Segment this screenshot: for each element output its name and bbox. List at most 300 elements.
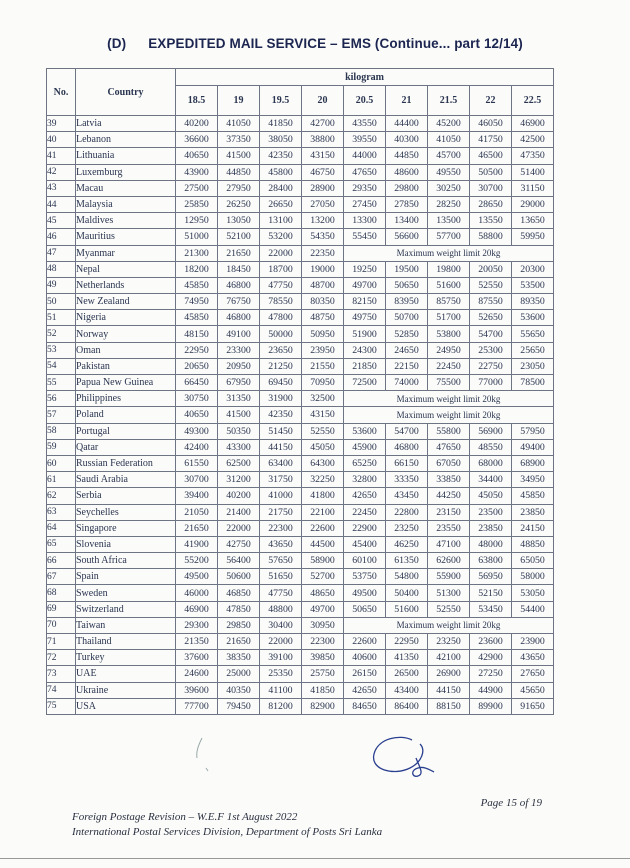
country-name: South Africa: [76, 553, 176, 569]
weight-header: 19.5: [260, 86, 302, 116]
rate-cell: 23500: [470, 504, 512, 520]
country-name: UAE: [76, 666, 176, 682]
row-number: 51: [47, 310, 76, 326]
row-number: 59: [47, 439, 76, 455]
rate-cell: 30950: [302, 617, 344, 633]
rate-cell: 31350: [218, 391, 260, 407]
rate-cell: 43150: [302, 148, 344, 164]
country-name: Luxemburg: [76, 164, 176, 180]
rate-cell: 30700: [470, 180, 512, 196]
rate-cell: 13300: [344, 213, 386, 229]
row-number: 52: [47, 326, 76, 342]
rate-cell: 83950: [386, 294, 428, 310]
rate-cell: 22350: [302, 245, 344, 261]
row-number: 74: [47, 682, 76, 698]
row-number: 62: [47, 488, 76, 504]
section-title: EXPEDITED MAIL SERVICE – EMS (Continue... part 12/14): [148, 36, 523, 51]
rate-cell: 21750: [260, 504, 302, 520]
rate-cell: 51600: [428, 277, 470, 293]
rate-cell: 50600: [218, 569, 260, 585]
row-number: 71: [47, 634, 76, 650]
rate-cell: 23300: [218, 342, 260, 358]
table-row: [47, 601, 554, 617]
rate-cell: 89900: [470, 698, 512, 714]
rate-cell: 28250: [428, 196, 470, 212]
rate-cell: 47750: [260, 277, 302, 293]
rate-cell: 13200: [302, 213, 344, 229]
rate-cell: 49500: [344, 585, 386, 601]
rate-cell: 30250: [428, 180, 470, 196]
rate-cell: 20050: [470, 261, 512, 277]
rate-cell: 30700: [176, 472, 218, 488]
rate-cell: 31150: [512, 180, 554, 196]
weight-limit-note: Maximum weight limit 20kg: [344, 391, 554, 407]
rate-cell: 21850: [344, 358, 386, 374]
country-name: Macau: [76, 180, 176, 196]
page-divider: [0, 858, 630, 859]
rate-cell: 50950: [302, 326, 344, 342]
rate-cell: 19250: [344, 261, 386, 277]
row-number: 67: [47, 569, 76, 585]
rate-cell: 23900: [512, 634, 554, 650]
row-number: 46: [47, 229, 76, 245]
rate-cell: 51600: [386, 601, 428, 617]
rate-cell: 19500: [386, 261, 428, 277]
rate-cell: 51450: [260, 423, 302, 439]
rate-cell: 49550: [428, 164, 470, 180]
table-row: [47, 585, 554, 601]
rate-cell: 48850: [512, 536, 554, 552]
rate-cell: 53200: [260, 229, 302, 245]
table-row: [47, 148, 554, 164]
rate-cell: 44150: [260, 439, 302, 455]
rate-cell: 23250: [386, 520, 428, 536]
row-number: 72: [47, 650, 76, 666]
table-row: [47, 504, 554, 520]
rate-cell: 37350: [218, 132, 260, 148]
rate-cell: 51650: [260, 569, 302, 585]
rate-cell: 63400: [260, 455, 302, 471]
rate-cell: 53450: [470, 601, 512, 617]
table-row: [47, 310, 554, 326]
rate-cell: 48800: [260, 601, 302, 617]
rate-cell: 42650: [344, 488, 386, 504]
rate-cell: 74000: [386, 375, 428, 391]
rate-cell: 44850: [386, 148, 428, 164]
rate-cell: 30400: [260, 617, 302, 633]
row-number: 43: [47, 180, 76, 196]
page-title: [0, 36, 630, 51]
rate-cell: 75500: [428, 375, 470, 391]
rate-cell: 55450: [344, 229, 386, 245]
table-row: [47, 132, 554, 148]
country-name: Ukraine: [76, 682, 176, 698]
total-pages: 19: [531, 797, 542, 809]
rate-cell: 82150: [344, 294, 386, 310]
rate-cell: 23250: [428, 634, 470, 650]
rate-cell: 50400: [386, 585, 428, 601]
rate-cell: 21400: [218, 504, 260, 520]
rate-cell: 77700: [176, 698, 218, 714]
row-number: 66: [47, 553, 76, 569]
rate-cell: 28650: [470, 196, 512, 212]
rate-cell: 52850: [386, 326, 428, 342]
rate-cell: 46050: [470, 116, 512, 132]
rate-cell: 91650: [512, 698, 554, 714]
rate-cell: 62600: [428, 553, 470, 569]
row-number: 70: [47, 617, 76, 633]
rate-cell: 21250: [260, 358, 302, 374]
rate-cell: 41050: [218, 116, 260, 132]
rate-cell: 80350: [302, 294, 344, 310]
table-row: [47, 682, 554, 698]
rate-cell: 53500: [512, 277, 554, 293]
row-number: 69: [47, 601, 76, 617]
rate-cell: 27950: [218, 180, 260, 196]
rate-cell: 21550: [302, 358, 344, 374]
rate-cell: 45050: [470, 488, 512, 504]
row-number: 41: [47, 148, 76, 164]
rate-cell: 40650: [176, 148, 218, 164]
country-name: Spain: [76, 569, 176, 585]
rate-cell: 22950: [176, 342, 218, 358]
rate-cell: 42750: [218, 536, 260, 552]
rate-cell: 42500: [512, 132, 554, 148]
table-row: [47, 196, 554, 212]
rate-cell: 21650: [218, 245, 260, 261]
rate-cell: 55900: [428, 569, 470, 585]
rate-cell: 47850: [218, 601, 260, 617]
rate-cell: 24950: [428, 342, 470, 358]
rate-cell: 41850: [302, 682, 344, 698]
row-number: 68: [47, 585, 76, 601]
rate-cell: 24650: [386, 342, 428, 358]
rate-cell: 41100: [260, 682, 302, 698]
rate-cell: 54350: [302, 229, 344, 245]
rate-cell: 20300: [512, 261, 554, 277]
country-name: Latvia: [76, 116, 176, 132]
rate-cell: 25750: [302, 666, 344, 682]
rate-cell: 40200: [176, 116, 218, 132]
rate-cell: 56950: [470, 569, 512, 585]
table-row: [47, 164, 554, 180]
country-name: Mauritius: [76, 229, 176, 245]
country-name: Maldives: [76, 213, 176, 229]
rate-cell: 43300: [218, 439, 260, 455]
rate-cell: 72500: [344, 375, 386, 391]
rate-cell: 23850: [512, 504, 554, 520]
rate-cell: 44850: [218, 164, 260, 180]
rate-cell: 46800: [386, 439, 428, 455]
table-row: [47, 229, 554, 245]
rate-cell: 29000: [512, 196, 554, 212]
rate-cell: 58800: [470, 229, 512, 245]
rate-cell: 19000: [302, 261, 344, 277]
country-name: Sweden: [76, 585, 176, 601]
row-number: 55: [47, 375, 76, 391]
country-name: USA: [76, 698, 176, 714]
rate-cell: 48700: [302, 277, 344, 293]
country-name: Lebanon: [76, 132, 176, 148]
rate-cell: 36600: [176, 132, 218, 148]
rate-cell: 51900: [344, 326, 386, 342]
rate-cell: 49400: [512, 439, 554, 455]
rate-cell: 22450: [344, 504, 386, 520]
pen-mark-icon: [188, 736, 218, 786]
rate-cell: 41350: [386, 650, 428, 666]
row-number: 44: [47, 196, 76, 212]
rate-cell: 22600: [344, 634, 386, 650]
rate-cell: 81200: [260, 698, 302, 714]
rate-cell: 61550: [176, 455, 218, 471]
rate-cell: 54700: [470, 326, 512, 342]
rate-cell: 23150: [428, 504, 470, 520]
rate-cell: 13050: [218, 213, 260, 229]
rate-cell: 42900: [470, 650, 512, 666]
column-header-country: Country: [76, 69, 176, 116]
rate-cell: 42400: [176, 439, 218, 455]
weight-limit-note: Maximum weight limit 20kg: [344, 245, 554, 261]
rate-cell: 45650: [512, 682, 554, 698]
rate-cell: 47750: [260, 585, 302, 601]
rate-cell: 49700: [344, 277, 386, 293]
rate-cell: 45850: [176, 310, 218, 326]
rate-cell: 53750: [344, 569, 386, 585]
table-row: [47, 472, 554, 488]
country-name: Singapore: [76, 520, 176, 536]
rate-cell: 52700: [302, 569, 344, 585]
rate-cell: 39600: [176, 682, 218, 698]
rate-cell: 54700: [386, 423, 428, 439]
rate-cell: 45850: [512, 488, 554, 504]
rate-cell: 43650: [512, 650, 554, 666]
rate-cell: 18200: [176, 261, 218, 277]
rate-cell: 52100: [218, 229, 260, 245]
rate-cell: 21350: [176, 634, 218, 650]
row-number: 56: [47, 391, 76, 407]
rate-cell: 32250: [302, 472, 344, 488]
rate-cell: 42350: [260, 407, 302, 423]
rate-cell: 22900: [344, 520, 386, 536]
rate-cell: 55200: [176, 553, 218, 569]
rate-cell: 46850: [218, 585, 260, 601]
country-name: Seychelles: [76, 504, 176, 520]
rate-cell: 13650: [512, 213, 554, 229]
revision-note: Foreign Postage Revision – W.E.F 1st August 2022: [72, 811, 298, 823]
rate-cell: 26900: [428, 666, 470, 682]
rate-cell: 51300: [428, 585, 470, 601]
current-page: 15: [505, 797, 517, 809]
rate-cell: 67950: [218, 375, 260, 391]
weight-limit-note: Maximum weight limit 20kg: [344, 617, 554, 633]
table-row: [47, 569, 554, 585]
rate-cell: 27450: [344, 196, 386, 212]
row-number: 48: [47, 261, 76, 277]
rate-cell: 40350: [218, 682, 260, 698]
rate-cell: 48750: [302, 310, 344, 326]
rate-cell: 22750: [470, 358, 512, 374]
rate-cell: 13500: [428, 213, 470, 229]
rate-cell: 74950: [176, 294, 218, 310]
rate-cell: 54800: [386, 569, 428, 585]
country-name: Saudi Arabia: [76, 472, 176, 488]
row-number: 47: [47, 245, 76, 261]
country-name: Myanmar: [76, 245, 176, 261]
rate-cell: 61350: [386, 553, 428, 569]
rate-cell: 41050: [428, 132, 470, 148]
rate-cell: 13400: [386, 213, 428, 229]
rate-cell: 25000: [218, 666, 260, 682]
rate-cell: 47800: [260, 310, 302, 326]
rate-cell: 26650: [260, 196, 302, 212]
weight-header: 20: [302, 86, 344, 116]
rate-cell: 66150: [386, 455, 428, 471]
rate-cell: 78500: [512, 375, 554, 391]
rate-cell: 51400: [512, 164, 554, 180]
rate-cell: 66450: [176, 375, 218, 391]
country-name: Thailand: [76, 634, 176, 650]
country-name: New Zealand: [76, 294, 176, 310]
rate-cell: 25850: [176, 196, 218, 212]
weight-limit-note: Maximum weight limit 20kg: [344, 407, 554, 423]
rate-cell: 52650: [470, 310, 512, 326]
rate-cell: 41900: [176, 536, 218, 552]
row-number: 50: [47, 294, 76, 310]
ems-rate-table: [46, 68, 554, 715]
rate-cell: 29850: [218, 617, 260, 633]
rate-cell: 46750: [302, 164, 344, 180]
row-number: 64: [47, 520, 76, 536]
country-name: Serbia: [76, 488, 176, 504]
rate-cell: 29300: [176, 617, 218, 633]
rate-cell: 40650: [176, 407, 218, 423]
rate-cell: 32500: [302, 391, 344, 407]
table-row: [47, 294, 554, 310]
country-name: Qatar: [76, 439, 176, 455]
rate-cell: 23600: [470, 634, 512, 650]
rate-cell: 23550: [428, 520, 470, 536]
rate-cell: 53800: [428, 326, 470, 342]
rate-cell: 32800: [344, 472, 386, 488]
rate-cell: 52550: [470, 277, 512, 293]
rate-cell: 53600: [344, 423, 386, 439]
rate-cell: 41500: [218, 148, 260, 164]
rate-cell: 57650: [260, 553, 302, 569]
table-row: [47, 423, 554, 439]
table-row: [47, 245, 554, 261]
country-name: Papua New Guinea: [76, 375, 176, 391]
rate-cell: 44900: [470, 682, 512, 698]
rate-cell: 31750: [260, 472, 302, 488]
country-name: Malaysia: [76, 196, 176, 212]
table-row: [47, 488, 554, 504]
rate-cell: 43900: [176, 164, 218, 180]
rate-cell: 45700: [428, 148, 470, 164]
table-row: [47, 520, 554, 536]
rate-cell: 24150: [512, 520, 554, 536]
rate-cell: 79450: [218, 698, 260, 714]
row-number: 53: [47, 342, 76, 358]
rate-cell: 44400: [386, 116, 428, 132]
rate-cell: 31200: [218, 472, 260, 488]
rate-cell: 44150: [428, 682, 470, 698]
rate-cell: 78550: [260, 294, 302, 310]
rate-cell: 45850: [176, 277, 218, 293]
rate-cell: 87550: [470, 294, 512, 310]
rate-cell: 22000: [260, 634, 302, 650]
rate-cell: 68900: [512, 455, 554, 471]
rate-cell: 23850: [470, 520, 512, 536]
country-name: Slovenia: [76, 536, 176, 552]
rate-cell: 77000: [470, 375, 512, 391]
rate-cell: 37600: [176, 650, 218, 666]
rate-cell: 46900: [176, 601, 218, 617]
weight-header: 21.5: [428, 86, 470, 116]
table-row: [47, 342, 554, 358]
table-row: [47, 698, 554, 714]
page-number: Page 15 of 19: [480, 797, 542, 809]
rate-cell: 40200: [218, 488, 260, 504]
rate-cell: 29800: [386, 180, 428, 196]
rate-cell: 40600: [344, 650, 386, 666]
rate-cell: 45400: [344, 536, 386, 552]
rate-cell: 50650: [344, 601, 386, 617]
rate-cell: 43450: [386, 488, 428, 504]
division-note: International Postal Services Division, Department of Posts Sri Lanka: [72, 826, 383, 838]
rate-cell: 89350: [512, 294, 554, 310]
rate-cell: 50500: [470, 164, 512, 180]
rate-cell: 42700: [302, 116, 344, 132]
rate-cell: 34400: [470, 472, 512, 488]
weight-header: 21: [386, 86, 428, 116]
row-number: 54: [47, 358, 76, 374]
rate-cell: 28400: [260, 180, 302, 196]
rate-cell: 24600: [176, 666, 218, 682]
rate-cell: 43550: [344, 116, 386, 132]
rate-cell: 85750: [428, 294, 470, 310]
rate-cell: 57700: [428, 229, 470, 245]
weight-header: 18.5: [176, 86, 218, 116]
rate-cell: 24300: [344, 342, 386, 358]
row-number: 39: [47, 116, 76, 132]
rate-cell: 23050: [512, 358, 554, 374]
rate-cell: 45050: [302, 439, 344, 455]
rate-cell: 38350: [218, 650, 260, 666]
rate-cell: 48000: [470, 536, 512, 552]
rate-cell: 29350: [344, 180, 386, 196]
rate-cell: 25300: [470, 342, 512, 358]
rate-cell: 67050: [428, 455, 470, 471]
rate-cell: 26500: [386, 666, 428, 682]
rate-cell: 41800: [302, 488, 344, 504]
rate-cell: 49300: [176, 423, 218, 439]
rate-cell: 68000: [470, 455, 512, 471]
rate-cell: 28900: [302, 180, 344, 196]
rate-cell: 58000: [512, 569, 554, 585]
rate-cell: 39100: [260, 650, 302, 666]
rate-cell: 42650: [344, 682, 386, 698]
rate-cell: 22600: [302, 520, 344, 536]
country-name: Lithuania: [76, 148, 176, 164]
rate-cell: 65250: [344, 455, 386, 471]
signature-icon: [360, 728, 440, 788]
table-row: [47, 213, 554, 229]
column-header-unit: kilogram: [176, 69, 554, 86]
rate-cell: 22950: [386, 634, 428, 650]
table-row: [47, 650, 554, 666]
rate-cell: 59950: [512, 229, 554, 245]
row-number: 40: [47, 132, 76, 148]
